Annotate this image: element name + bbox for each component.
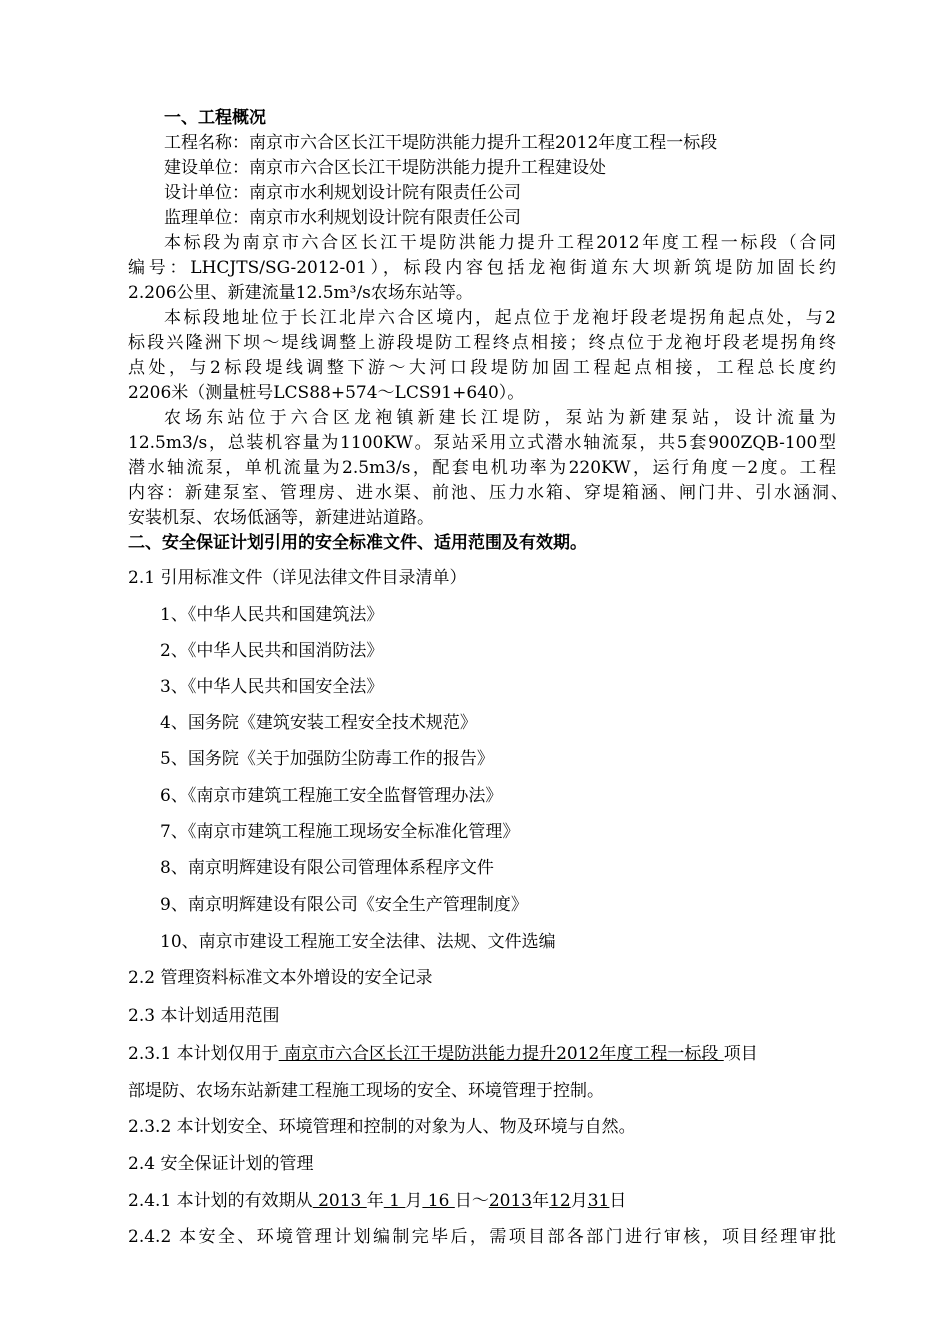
para3-line2: 12.5m3/s，总装机容量为1100KW。泵站采用立式潜水轴流泵，共5套900ZQB-100型 [128, 433, 836, 453]
ref-item: 3、《中华人民共和国安全法》 [160, 677, 384, 697]
para3-line4: 内容：新建泵室、管理房、进水渠、前池、压力水箱、穿堤箱涵、闸门井、引水涵洞、 [128, 483, 848, 503]
section2-title: 二、安全保证计划引用的安全标准文件、适用范围及有效期。 [128, 533, 587, 553]
para2-line1: 本标段地址位于长江北岸六合区境内，起点位于龙袍圩段老堤拐角起点处，与2 [164, 308, 836, 328]
ref-item: 4、国务院《建筑安装工程安全技术规范》 [160, 713, 477, 733]
s241-month1: 1 [383, 1191, 406, 1211]
s231-suffix: 项目 [723, 1044, 758, 1064]
ref-item: 7、《南京市建筑工程施工现场安全标准化管理》 [160, 822, 520, 842]
section1-title: 一、工程概况 [164, 108, 266, 128]
section-2-4-2: 2.4.2 本安全、环境管理计划编制完毕后，需项目部各部门进行审核，项目经理审批 [128, 1227, 836, 1247]
designer: 设计单位：南京市水利规划设计院有限责任公司 [164, 183, 521, 203]
s241-nian2: 年 [532, 1191, 550, 1211]
section-2-3-1-line2: 部堤防、农场东站新建工程施工现场的安全、环境管理于控制。 [128, 1081, 604, 1101]
s241-year1: 2013 [312, 1191, 367, 1211]
section-2-3-1-line1 [128, 1042, 836, 1066]
ref-item: 8、南京明辉建设有限公司管理体系程序文件 [160, 858, 494, 878]
s241-nian1: 年 [366, 1191, 384, 1211]
s231-prefix: 2.3.1 本计划仅用于 [128, 1044, 279, 1064]
ref-item: 10、南京市建设工程施工安全法律、法规、文件选编 [160, 932, 556, 952]
para1-line1: 本标段为南京市六合区长江干堤防洪能力提升工程2012年度工程一标段（合同 [164, 233, 836, 253]
para1-line3: 2.206公里、新建流量12.5m³/s农场东站等。 [128, 283, 473, 303]
section-2-3-2: 2.3.2 本计划安全、环境管理和控制的对象为人、物及环境与自然。 [128, 1117, 636, 1137]
s241-yue1: 月 [405, 1191, 423, 1211]
ref-item: 5、国务院《关于加强防尘防毒工作的报告》 [160, 749, 494, 769]
section-2-2-heading: 2.2 管理资料标准文本外增设的安全记录 [128, 968, 433, 988]
s241-month2: 12 [549, 1191, 571, 1211]
ref-item: 2、《中华人民共和国消防法》 [160, 641, 384, 661]
section-2-4-heading: 2.4 安全保证计划的管理 [128, 1154, 314, 1174]
para3-line1: 农场东站位于六合区龙袍镇新建长江堤防，泵站为新建泵站，设计流量为 [164, 408, 836, 428]
s241-yue2: 月 [570, 1191, 588, 1211]
para2-line3: 点处，与2标段堤线调整下游～大河口段堤防加固工程起点相接，工程总长度约 [128, 358, 836, 378]
s241-ri2: 日 [609, 1191, 627, 1211]
s241-year2: 2013 [488, 1191, 533, 1211]
s241-prefix: 2.4.1 本计划的有效期从 [128, 1191, 313, 1211]
ref-item: 6、《南京市建筑工程施工安全监督管理办法》 [160, 786, 503, 806]
para2-line4: 2206米（测量桩号LCS88+574～LCS91+640）。 [128, 383, 525, 403]
para3-line5: 安装机泵、农场低涵等，新建进站道路。 [128, 508, 434, 528]
builder: 建设单位：南京市六合区长江干堤防洪能力提升工程建设处 [164, 158, 606, 178]
ref-item: 1、《中华人民共和国建筑法》 [160, 605, 384, 625]
ref-item: 9、南京明辉建设有限公司《安全生产管理制度》 [160, 895, 528, 915]
s241-ri1: 日～ [454, 1191, 489, 1211]
section-2-1-heading: 2.1 引用标准文件（详见法律文件目录清单） [128, 568, 467, 588]
para3-line3: 潜水轴流泵，单机流量为2.5m3/s，配套电机功率为220KW，运行角度－2度。工程 [128, 458, 836, 478]
section-2-3-heading: 2.3 本计划适用范围 [128, 1006, 280, 1026]
para2-line2: 标段兴隆洲下坝～堤线调整上游段堤防工程终点相接；终点位于龙袍圩段老堤拐角终 [128, 333, 836, 353]
supervisor: 监理单位：南京市水利规划设计院有限责任公司 [164, 208, 521, 228]
s241-day2: 31 [587, 1191, 610, 1211]
section-2-4-1 [128, 1189, 626, 1213]
s241-day1: 16 [422, 1191, 455, 1211]
project-name: 工程名称：南京市六合区长江干堤防洪能力提升工程2012年度工程一标段 [164, 133, 718, 153]
para1-line2: 编号：LHCJTS/SG-2012-01），标段内容包括龙袍街道东大坝新筑堤防加固长约 [128, 258, 836, 278]
s231-project-underlined: 南京市六合区长江干堤防洪能力提升2012年度工程一标段 [278, 1044, 724, 1064]
